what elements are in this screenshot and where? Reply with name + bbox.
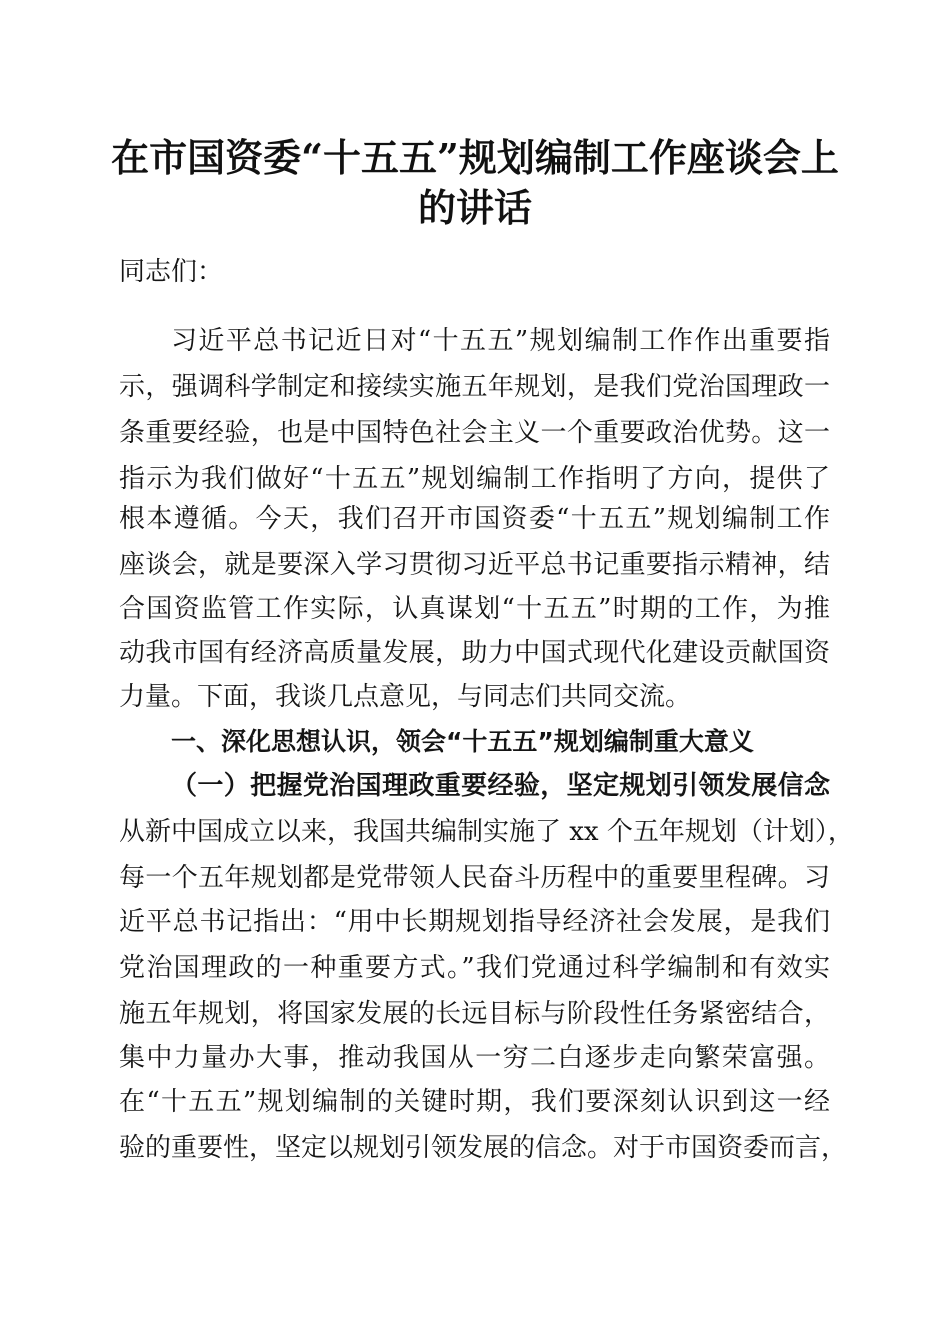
intro-line-5: 根本遵循。今天，我们召开市国资委“十五五”规划编制工作 (119, 504, 830, 534)
body-line-8: 验的重要性，坚定以规划引领发展的信念。对于市国资委而言， (119, 1133, 848, 1163)
body-line-4: 党治国理政的一种重要方式。”我们党通过科学编制和有效实 (119, 953, 830, 983)
salutation: 同志们： (119, 257, 224, 287)
intro-line-6: 座谈会，就是要深入学习贯彻习近平总书记重要指示精神，结 (119, 550, 830, 580)
intro-line-9: 力量。下面，我谈几点意见，与同志们共同交流。 (119, 682, 692, 712)
body-line-7: 在“十五五”规划编制的关键时期，我们要深刻认识到这一经 (119, 1087, 830, 1117)
document-title-line-1: 在市国资委“十五五”规划编制工作座谈会上 (111, 135, 839, 180)
body-line-2: 每一个五年规划都是党带领人民奋斗历程中的重要里程碑。习 (119, 863, 830, 893)
subsection-1-heading: （一）把握党治国理政重要经验，坚定规划引领发展信念 (171, 771, 830, 801)
body-line-5: 施五年规划，将国家发展的长远目标与阶段性任务紧密结合， (119, 999, 830, 1029)
body-line-1: 从新中国成立以来，我国共编制实施了 xx 个五年规划（计划）， (119, 817, 854, 847)
section-1-heading: 一、深化思想认识，领会“十五五”规划编制重大意义 (171, 727, 754, 756)
intro-line-3: 条重要经验，也是中国特色社会主义一个重要政治优势。这一 (119, 418, 830, 448)
intro-line-2: 示，强调科学制定和接续实施五年规划，是我们党治国理政一 (119, 372, 830, 402)
body-line-3: 近平总书记指出：“用中长期规划指导经济社会发展，是我们 (119, 907, 830, 937)
intro-line-1: 习近平总书记近日对“十五五”规划编制工作作出重要指 (171, 326, 830, 356)
body-line-6: 集中力量办大事，推动我国从一穷二白逐步走向繁荣富强。 (119, 1043, 830, 1073)
intro-line-8: 动我市国有经济高质量发展，助力中国式现代化建设贡献国资 (119, 638, 830, 668)
intro-line-4: 指示为我们做好“十五五”规划编制工作指明了方向，提供了 (119, 464, 830, 494)
intro-line-7: 合国资监管工作实际，认真谋划“十五五”时期的工作，为推 (119, 594, 830, 624)
document-title-line-2: 的讲话 (417, 185, 532, 230)
